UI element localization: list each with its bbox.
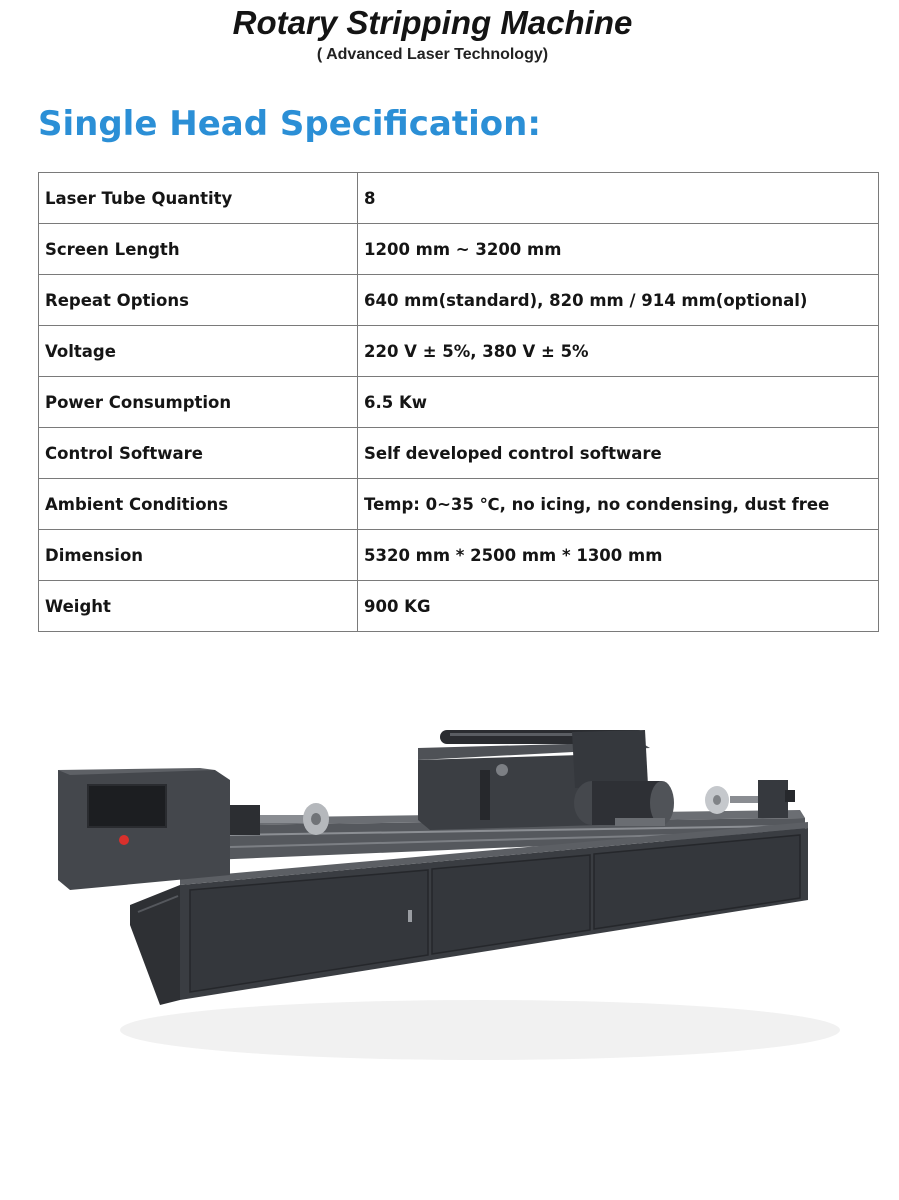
machine-photo: [40, 700, 840, 1120]
spec-value: 1200 mm ~ 3200 mm: [358, 224, 879, 275]
spec-label: Repeat Options: [39, 275, 358, 326]
spec-label: Control Software: [39, 428, 358, 479]
spec-label: Screen Length: [39, 224, 358, 275]
spec-value: 900 KG: [358, 581, 879, 632]
floor-shadow: [120, 1000, 840, 1060]
section-heading: Single Head Specification:: [38, 104, 541, 144]
table-row: [39, 479, 879, 530]
spec-value: 640 mm(standard), 820 mm / 914 mm(optional): [358, 275, 879, 326]
table-row: [39, 377, 879, 428]
laser-unit-box: [572, 730, 648, 788]
spec-value: 8: [358, 173, 879, 224]
page-subtitle: ( Advanced Laser Technology): [316, 46, 549, 63]
spec-value: Temp: 0~35 ℃, no icing, no condensing, dust free: [358, 479, 879, 530]
door-handle: [408, 910, 412, 922]
left-spindle-head: [230, 805, 260, 835]
spec-value: 220 V ± 5%, 380 V ± 5%: [358, 326, 879, 377]
spec-label: Weight: [39, 581, 358, 632]
cabinet-door: [190, 870, 428, 992]
emergency-stop-button: [119, 835, 129, 845]
spec-label: Dimension: [39, 530, 358, 581]
left-cone-center: [311, 813, 321, 825]
laser-mount: [615, 818, 665, 826]
table-row: [39, 275, 879, 326]
spec-label: Ambient Conditions: [39, 479, 358, 530]
spec-table: [38, 172, 879, 632]
laser-vent-strip: [480, 770, 490, 820]
touch-screen: [88, 785, 166, 827]
page-title: Rotary Stripping Machine: [232, 4, 633, 41]
table-row: [39, 428, 879, 479]
table-row: [39, 224, 879, 275]
table-row: [39, 530, 879, 581]
spec-value: 6.5 Kw: [358, 377, 879, 428]
right-shaft: [730, 796, 760, 803]
spec-label: Voltage: [39, 326, 358, 377]
spec-label: Laser Tube Quantity: [39, 173, 358, 224]
right-cone-center: [713, 795, 721, 805]
cabinet-door: [432, 855, 590, 954]
table-row: [39, 326, 879, 377]
brand-badge: [496, 764, 508, 776]
base-step: [130, 885, 180, 1005]
table-row: [39, 581, 879, 632]
laser-head-housing: [418, 755, 600, 830]
table-row: [39, 173, 879, 224]
right-spindle-knob: [785, 790, 795, 802]
left-shaft: [260, 815, 310, 823]
right-spindle-head: [758, 780, 788, 818]
spec-label: Power Consumption: [39, 377, 358, 428]
spec-value: Self developed control software: [358, 428, 879, 479]
spec-value: 5320 mm * 2500 mm * 1300 mm: [358, 530, 879, 581]
